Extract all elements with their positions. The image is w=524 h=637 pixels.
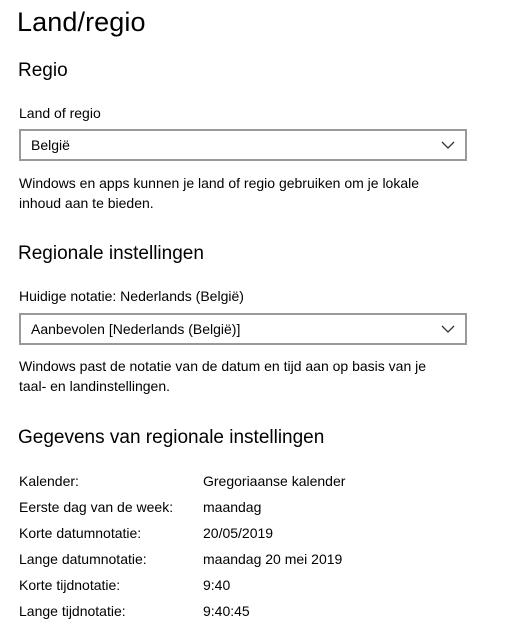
detail-value: maandag 20 mei 2019 — [203, 551, 343, 567]
regional-format-heading: Regionale instellingen — [18, 243, 204, 264]
regional-format-description-line: taal- en landinstellingen. — [19, 378, 170, 394]
detail-key: Lange tijdnotatie: — [19, 603, 126, 619]
regional-data-row-short-time — [19, 575, 499, 601]
regional-format-description — [19, 356, 489, 396]
chevron-down-icon — [441, 139, 455, 151]
region-description — [19, 173, 489, 213]
page-title: Land/regio — [17, 7, 146, 37]
country-dropdown-value: België — [31, 137, 70, 153]
detail-value: 20/05/2019 — [203, 525, 274, 541]
country-dropdown[interactable] — [19, 129, 467, 161]
regional-format-dropdown[interactable] — [19, 313, 467, 345]
regional-data-heading: Gegevens van regionale instellingen — [18, 427, 325, 448]
detail-value: 9:40:45 — [203, 603, 250, 619]
regional-data-row-calendar — [19, 471, 499, 497]
current-format-label: Huidige notatie: Nederlands (België) — [19, 288, 244, 304]
detail-key: Korte datumnotatie: — [19, 525, 142, 541]
detail-key: Lange datumnotatie: — [19, 551, 147, 567]
regional-data-row-long-time — [19, 601, 499, 627]
detail-value: Gregoriaanse kalender — [203, 473, 346, 489]
detail-key: Korte tijdnotatie: — [19, 577, 121, 593]
regional-format-description-line: Windows past de notatie van de datum en tijd aan op basis van je — [19, 358, 427, 374]
chevron-down-icon — [441, 323, 455, 335]
detail-key: Eerste dag van de week: — [19, 499, 174, 515]
region-heading: Regio — [18, 60, 68, 81]
regional-data-list — [19, 471, 499, 627]
regional-data-row-long-date — [19, 549, 499, 575]
regional-data-row-first-day — [19, 497, 499, 523]
country-label: Land of regio — [19, 105, 101, 121]
detail-key: Kalender: — [19, 473, 79, 489]
detail-value: maandag — [203, 499, 262, 515]
regional-data-row-short-date — [19, 523, 499, 549]
region-description-line: inhoud aan te bieden. — [19, 195, 154, 211]
region-description-line: Windows en apps kunnen je land of regio gebruiken om je lokale — [19, 175, 420, 191]
regional-format-dropdown-value: Aanbevolen [Nederlands (België)] — [31, 321, 241, 337]
detail-value: 9:40 — [203, 577, 231, 593]
